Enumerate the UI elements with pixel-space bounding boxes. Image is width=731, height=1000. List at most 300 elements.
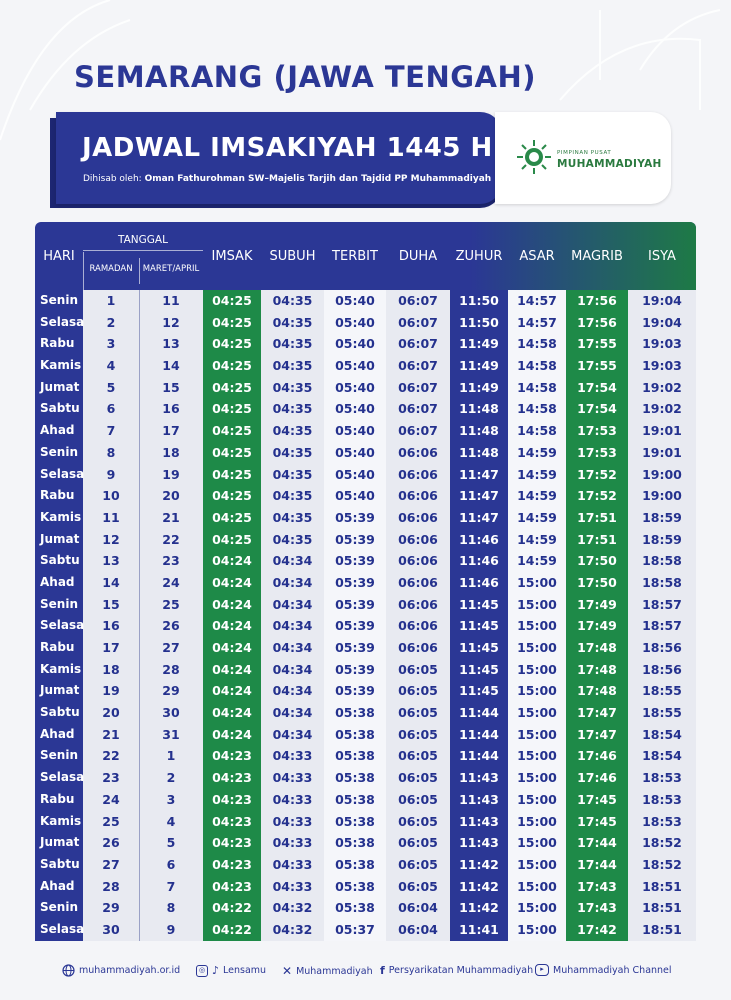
cell-terbit-time: 05:38 (335, 748, 375, 764)
cell-duha-time: 06:07 (398, 358, 438, 374)
cell-subuh-time: 04:35 (272, 444, 313, 460)
cell-isya-time: 18:59 (642, 531, 682, 547)
cell-duha-time: 06:05 (398, 813, 438, 829)
cell-ramadan-day: 6 (106, 401, 116, 417)
cell-ramadan-day: 8 (106, 444, 116, 460)
cell-hari: Rabu (40, 488, 75, 503)
footer-youtube[interactable] (535, 964, 672, 976)
table-row (35, 355, 696, 377)
cell-terbit-time: 05:40 (335, 423, 375, 439)
cell-zuhur-time: 11:49 (459, 379, 499, 395)
footer-x[interactable] (282, 964, 373, 978)
cell-hari: Ahad (40, 423, 75, 438)
cell-hari: Senin (40, 900, 78, 915)
cell-isya-time: 18:51 (642, 878, 682, 894)
cell-zuhur-time: 11:50 (459, 314, 499, 330)
table-row (35, 420, 696, 442)
cell-maret-april-date: 9 (166, 921, 176, 937)
cell-imsak-time: 04:23 (212, 835, 252, 851)
header-tanggal-divider (83, 250, 203, 251)
cell-asar-time: 15:00 (517, 748, 557, 764)
cell-maret-april-date: 26 (162, 618, 180, 634)
cell-imsak-time: 04:25 (212, 444, 252, 460)
instagram-handle: Lensamu (223, 965, 267, 976)
cell-magrib-time: 17:46 (577, 770, 617, 786)
cell-zuhur-time: 11:45 (459, 661, 499, 677)
cell-asar-time: 15:00 (517, 878, 557, 894)
table-row (35, 290, 696, 312)
cell-terbit-time: 05:38 (335, 856, 375, 872)
footer-facebook[interactable] (380, 964, 533, 977)
cell-ramadan-day: 13 (102, 553, 120, 569)
table-row (35, 637, 696, 659)
cell-zuhur-time: 11:43 (459, 791, 499, 807)
cell-imsak-time: 04:24 (212, 574, 252, 590)
cell-isya-time: 18:54 (642, 748, 682, 764)
schedule-title: JADWAL IMSAKIYAH 1445 H (82, 133, 493, 163)
cell-ramadan-day: 11 (102, 509, 120, 525)
tiktok-icon: ♪ (212, 964, 220, 977)
cell-asar-time: 15:00 (517, 683, 557, 699)
cell-isya-time: 19:04 (642, 293, 682, 308)
cell-maret-april-date: 11 (162, 293, 180, 308)
cell-zuhur-time: 11:46 (459, 574, 499, 590)
cell-terbit-time: 05:40 (335, 444, 375, 460)
cell-terbit-time: 05:39 (335, 661, 375, 677)
cell-isya-time: 18:57 (642, 596, 682, 612)
cell-magrib-time: 17:45 (577, 813, 617, 829)
cell-terbit-time: 05:38 (335, 900, 375, 916)
cell-terbit-time: 05:39 (335, 683, 375, 699)
cell-imsak-time: 04:23 (212, 770, 252, 786)
page-title-city: SEMARANG (JAWA TENGAH) (74, 60, 536, 94)
cell-asar-time: 15:00 (517, 856, 557, 872)
cell-duha-time: 06:06 (398, 444, 438, 460)
cell-ramadan-day: 7 (106, 423, 116, 439)
cell-ramadan-day: 26 (102, 835, 120, 851)
cell-asar-time: 14:58 (517, 401, 557, 417)
cell-terbit-time: 05:39 (335, 553, 375, 569)
cell-maret-april-date: 6 (166, 856, 176, 872)
cell-hari: Rabu (40, 791, 75, 806)
cell-hari: Ahad (40, 726, 75, 741)
cell-zuhur-time: 11:45 (459, 683, 499, 699)
cell-zuhur-time: 11:41 (459, 921, 499, 937)
cell-subuh-time: 04:34 (272, 683, 313, 699)
table-row (35, 442, 696, 464)
logo-text: MUHAMMADIYAH (557, 158, 662, 170)
cell-ramadan-day: 20 (102, 705, 120, 721)
cell-duha-time: 06:04 (398, 900, 438, 916)
cell-maret-april-date: 29 (162, 683, 180, 699)
cell-asar-time: 15:00 (517, 921, 557, 937)
cell-terbit-time: 05:38 (335, 813, 375, 829)
cell-hari: Senin (40, 596, 78, 611)
cell-ramadan-day: 19 (102, 683, 120, 699)
cell-imsak-time: 04:23 (212, 856, 252, 872)
cell-isya-time: 18:56 (642, 661, 682, 677)
cell-maret-april-date: 12 (162, 314, 180, 330)
cell-magrib-time: 17:46 (577, 748, 617, 764)
cell-magrib-time: 17:49 (577, 618, 617, 634)
cell-terbit-time: 05:39 (335, 531, 375, 547)
cell-asar-time: 15:00 (517, 618, 557, 634)
cell-isya-time: 18:52 (642, 835, 682, 851)
cell-subuh-time: 04:34 (272, 596, 313, 612)
cell-terbit-time: 05:38 (335, 705, 375, 721)
cell-imsak-time: 04:23 (212, 878, 252, 894)
cell-subuh-time: 04:32 (272, 900, 313, 916)
cell-duha-time: 06:04 (398, 921, 438, 937)
cell-imsak-time: 04:25 (212, 401, 252, 417)
cell-maret-april-date: 4 (166, 813, 176, 829)
cell-subuh-time: 04:35 (272, 293, 313, 308)
table-row (35, 572, 696, 594)
cell-magrib-time: 17:55 (577, 358, 617, 374)
table-row (35, 854, 696, 876)
cell-imsak-time: 04:24 (212, 683, 252, 699)
cell-zuhur-time: 11:44 (459, 705, 499, 721)
cell-imsak-time: 04:25 (212, 336, 252, 352)
cell-hari: Selasa (40, 466, 85, 481)
cell-hari: Sabtu (40, 401, 80, 416)
cell-isya-time: 18:52 (642, 856, 682, 872)
cell-maret-april-date: 13 (162, 336, 180, 352)
cell-magrib-time: 17:45 (577, 791, 617, 807)
cell-maret-april-date: 21 (162, 509, 180, 525)
cell-magrib-time: 17:47 (577, 705, 617, 721)
cell-magrib-time: 17:53 (577, 423, 617, 439)
header-asar: ASAR (519, 249, 555, 264)
cell-imsak-time: 04:25 (212, 293, 252, 308)
header-imsak: IMSAK (211, 249, 253, 264)
header-ramadan: RAMADAN (89, 264, 133, 274)
cell-magrib-time: 17:49 (577, 596, 617, 612)
table-row (35, 594, 696, 616)
cell-hari: Senin (40, 748, 78, 763)
cell-maret-april-date: 18 (162, 444, 180, 460)
cell-maret-april-date: 19 (162, 466, 180, 482)
cell-hari: Sabtu (40, 705, 80, 720)
header-hari: HARI (43, 249, 75, 264)
cell-terbit-time: 05:40 (335, 401, 375, 417)
cell-zuhur-time: 11:48 (459, 423, 499, 439)
cell-magrib-time: 17:56 (577, 314, 617, 330)
table-row (35, 615, 696, 637)
cell-asar-time: 14:58 (517, 379, 557, 395)
cell-subuh-time: 04:33 (272, 835, 313, 851)
calculated-by-text (83, 174, 491, 184)
cell-isya-time: 18:51 (642, 921, 682, 937)
cell-duha-time: 06:05 (398, 791, 438, 807)
cell-hari: Senin (40, 444, 78, 459)
cell-magrib-time: 17:44 (577, 835, 617, 851)
cell-duha-time: 06:07 (398, 336, 438, 352)
cell-duha-time: 06:05 (398, 726, 438, 742)
cell-hari: Rabu (40, 336, 75, 351)
muhammadiyah-logo-box (495, 112, 671, 204)
cell-zuhur-time: 11:47 (459, 466, 499, 482)
cell-terbit-time: 05:40 (335, 358, 375, 374)
cell-ramadan-day: 12 (102, 531, 120, 547)
cell-asar-time: 14:57 (517, 314, 557, 330)
cell-duha-time: 06:06 (398, 574, 438, 590)
table-row (35, 702, 696, 724)
cell-imsak-time: 04:23 (212, 813, 252, 829)
cell-subuh-time: 04:32 (272, 921, 313, 937)
cell-magrib-time: 17:54 (577, 379, 617, 395)
cell-maret-april-date: 14 (162, 358, 180, 374)
cell-hari: Ahad (40, 878, 75, 893)
cell-isya-time: 18:53 (642, 813, 682, 829)
cell-magrib-time: 17:50 (577, 553, 617, 569)
cell-imsak-time: 04:23 (212, 748, 252, 764)
cell-imsak-time: 04:25 (212, 509, 252, 525)
cell-magrib-time: 17:55 (577, 336, 617, 352)
cell-subuh-time: 04:34 (272, 574, 313, 590)
cell-terbit-time: 05:40 (335, 314, 375, 330)
cell-ramadan-day: 1 (106, 293, 116, 308)
cell-terbit-time: 05:38 (335, 791, 375, 807)
cell-magrib-time: 17:42 (577, 921, 617, 937)
cell-hari: Jumat (40, 531, 80, 546)
cell-subuh-time: 04:34 (272, 640, 313, 655)
cell-duha-time: 06:05 (398, 835, 438, 851)
cell-isya-time: 18:54 (642, 726, 682, 742)
cell-isya-time: 19:04 (642, 314, 682, 330)
cell-duha-time: 06:06 (398, 488, 438, 504)
cell-zuhur-time: 11:48 (459, 444, 499, 460)
cell-duha-time: 06:07 (398, 293, 438, 308)
cell-imsak-time: 04:24 (212, 553, 252, 569)
cell-isya-time: 18:58 (642, 574, 682, 590)
cell-asar-time: 14:57 (517, 293, 557, 308)
cell-zuhur-time: 11:45 (459, 618, 499, 634)
cell-terbit-time: 05:39 (335, 574, 375, 590)
cell-terbit-time: 05:39 (335, 640, 375, 655)
cell-ramadan-day: 29 (102, 900, 120, 916)
cell-magrib-time: 17:54 (577, 401, 617, 417)
youtube-icon: ▸ (535, 964, 549, 976)
cell-subuh-time: 04:35 (272, 488, 313, 504)
table-row (35, 398, 696, 420)
cell-asar-time: 14:58 (517, 358, 557, 374)
header-maret-april: MARET/APRIL (142, 264, 200, 274)
cell-subuh-time: 04:34 (272, 661, 313, 677)
cell-duha-time: 06:07 (398, 314, 438, 330)
cell-imsak-time: 04:24 (212, 661, 252, 677)
cell-zuhur-time: 11:49 (459, 358, 499, 374)
cell-terbit-time: 05:39 (335, 509, 375, 525)
cell-terbit-time: 05:39 (335, 618, 375, 634)
footer-website[interactable] (62, 964, 180, 977)
cell-terbit-time: 05:40 (335, 293, 375, 308)
table-row (35, 832, 696, 854)
cell-maret-april-date: 22 (162, 531, 180, 547)
cell-imsak-time: 04:22 (212, 900, 252, 916)
muhammadiyah-sun-icon (515, 138, 553, 176)
cell-duha-time: 06:06 (398, 531, 438, 547)
cell-zuhur-time: 11:46 (459, 531, 499, 547)
cell-asar-time: 14:59 (517, 531, 557, 547)
cell-hari: Sabtu (40, 553, 80, 568)
cell-isya-time: 18:56 (642, 640, 682, 655)
cell-ramadan-day: 9 (106, 466, 116, 482)
cell-imsak-time: 04:25 (212, 379, 252, 395)
cell-subuh-time: 04:33 (272, 770, 313, 786)
cell-ramadan-day: 23 (102, 770, 120, 786)
logo-subtext: PIMPINAN PUSAT (557, 150, 612, 156)
cell-terbit-time: 05:40 (335, 379, 375, 395)
cell-isya-time: 18:58 (642, 553, 682, 569)
header-duha: DUHA (398, 249, 438, 264)
cell-isya-time: 19:03 (642, 358, 682, 374)
cell-isya-time: 18:55 (642, 705, 682, 721)
table-row (35, 529, 696, 551)
cell-magrib-time: 17:51 (577, 531, 617, 547)
footer-instagram-tiktok[interactable] (196, 964, 266, 977)
cell-maret-april-date: 27 (162, 640, 180, 655)
cell-duha-time: 06:06 (398, 553, 438, 569)
instagram-icon: ◎ (196, 965, 208, 977)
cell-magrib-time: 17:48 (577, 640, 617, 655)
cell-maret-april-date: 20 (162, 488, 180, 504)
cell-subuh-time: 04:35 (272, 379, 313, 395)
cell-ramadan-day: 2 (106, 314, 116, 330)
cell-maret-april-date: 15 (162, 379, 180, 395)
cell-subuh-time: 04:33 (272, 813, 313, 829)
cell-imsak-time: 04:24 (212, 705, 252, 721)
x-icon: ✕ (282, 964, 293, 978)
cell-isya-time: 19:00 (642, 488, 682, 504)
cell-zuhur-time: 11:44 (459, 726, 499, 742)
table-row (35, 659, 696, 681)
cell-terbit-time: 05:39 (335, 596, 375, 612)
cell-magrib-time: 17:51 (577, 509, 617, 525)
cell-ramadan-day: 16 (102, 618, 120, 634)
cell-terbit-time: 05:37 (335, 921, 375, 937)
table-row (35, 767, 696, 789)
cell-magrib-time: 17:44 (577, 856, 617, 872)
header-terbit: TERBIT (332, 249, 378, 264)
cell-terbit-time: 05:40 (335, 336, 375, 352)
cell-maret-april-date: 3 (166, 791, 176, 807)
cell-hari: Senin (40, 293, 78, 307)
cell-duha-time: 06:06 (398, 596, 438, 612)
cell-ramadan-day: 27 (102, 856, 120, 872)
header-tanggal: TANGGAL (118, 234, 168, 246)
cell-ramadan-day: 30 (102, 921, 120, 937)
table-row (35, 485, 696, 507)
cell-subuh-time: 04:35 (272, 423, 313, 439)
cell-imsak-time: 04:24 (212, 640, 252, 655)
cell-asar-time: 14:59 (517, 444, 557, 460)
cell-magrib-time: 17:47 (577, 726, 617, 742)
cell-isya-time: 19:02 (642, 379, 682, 395)
cell-isya-time: 19:01 (642, 444, 682, 460)
cell-asar-time: 15:00 (517, 596, 557, 612)
cell-isya-time: 18:53 (642, 770, 682, 786)
cell-duha-time: 06:06 (398, 509, 438, 525)
table-row (35, 811, 696, 833)
table-row (35, 919, 696, 941)
cell-zuhur-time: 11:45 (459, 596, 499, 612)
table-row (35, 724, 696, 746)
cell-imsak-time: 04:25 (212, 358, 252, 374)
cell-zuhur-time: 11:46 (459, 553, 499, 569)
cell-asar-time: 14:58 (517, 336, 557, 352)
globe-icon (62, 964, 75, 977)
cell-isya-time: 19:01 (642, 423, 682, 439)
cell-isya-time: 18:51 (642, 900, 682, 916)
cell-duha-time: 06:07 (398, 423, 438, 439)
cell-duha-time: 06:05 (398, 770, 438, 786)
cell-imsak-time: 04:25 (212, 423, 252, 439)
cell-terbit-time: 05:38 (335, 770, 375, 786)
cell-imsak-time: 04:24 (212, 596, 252, 612)
cell-terbit-time: 05:38 (335, 878, 375, 894)
cell-ramadan-day: 4 (106, 358, 116, 374)
table-header (35, 222, 696, 290)
cell-maret-april-date: 5 (166, 835, 176, 851)
cell-subuh-time: 04:33 (272, 791, 313, 807)
header-magrib: MAGRIB (571, 249, 623, 264)
cell-imsak-time: 04:25 (212, 466, 252, 482)
cell-duha-time: 06:05 (398, 661, 438, 677)
footer-social-links (62, 964, 702, 980)
cell-zuhur-time: 11:43 (459, 770, 499, 786)
cell-duha-time: 06:06 (398, 466, 438, 482)
cell-subuh-time: 04:35 (272, 358, 313, 374)
cell-ramadan-day: 5 (106, 379, 116, 395)
cell-zuhur-time: 11:50 (459, 293, 499, 308)
cell-asar-time: 15:00 (517, 835, 557, 851)
cell-hari: Kamis (40, 813, 82, 828)
cell-subuh-time: 04:35 (272, 314, 313, 330)
cell-duha-time: 06:05 (398, 878, 438, 894)
table-row (35, 897, 696, 919)
cell-ramadan-day: 3 (106, 336, 116, 352)
cell-zuhur-time: 11:45 (459, 640, 499, 655)
cell-maret-april-date: 16 (162, 401, 180, 417)
cell-hari: Jumat (40, 379, 80, 394)
cell-isya-time: 19:02 (642, 401, 682, 417)
table-row (35, 745, 696, 767)
header-subuh: SUBUH (269, 249, 316, 264)
cell-duha-time: 06:05 (398, 705, 438, 721)
table-row (35, 312, 696, 334)
cell-imsak-time: 04:22 (212, 921, 252, 937)
cell-ramadan-day: 18 (102, 661, 120, 677)
cell-maret-april-date: 24 (162, 574, 180, 590)
cell-asar-time: 14:59 (517, 466, 557, 482)
cell-ramadan-day: 17 (102, 640, 120, 655)
cell-asar-time: 15:00 (517, 574, 557, 590)
cell-magrib-time: 17:52 (577, 488, 617, 504)
calculated-by-name: Oman Fathurohman SW–Majelis Tarjih dan Tajdid PP Muhammadiyah (144, 174, 492, 184)
schedule-table (35, 222, 696, 941)
cell-zuhur-time: 11:47 (459, 488, 499, 504)
website-text: muhammadiyah.or.id (79, 965, 181, 976)
cell-ramadan-day: 25 (102, 813, 120, 829)
cell-maret-april-date: 30 (162, 705, 180, 721)
cell-terbit-time: 05:38 (335, 726, 375, 742)
cell-subuh-time: 04:34 (272, 618, 313, 634)
cell-hari: Selasa (40, 770, 85, 785)
cell-hari: Selasa (40, 314, 85, 329)
cell-ramadan-day: 21 (102, 726, 120, 742)
cell-duha-time: 06:07 (398, 401, 438, 417)
